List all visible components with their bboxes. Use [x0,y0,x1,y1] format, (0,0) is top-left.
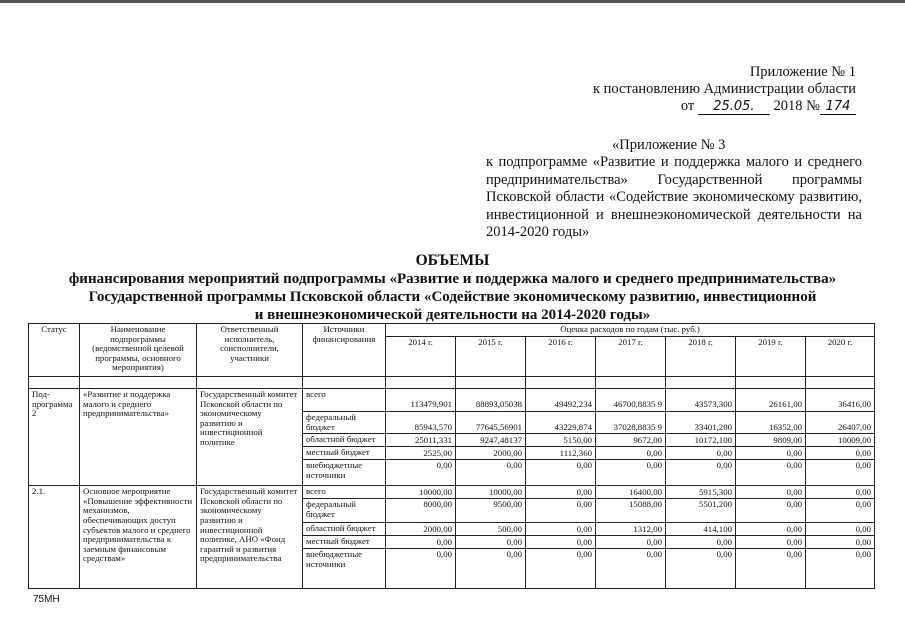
cell-value: 10009,00 [806,434,875,447]
appendix-3-body: к подпрограмме «Развитие и поддержка малого и среднего предпринимательства» Государственной программы Псковской области «Содействие экономическому развитию, инвестиционной и внешнеэкономической деятельности на 2014-2020 годы» [486,154,862,240]
cell-value: 2000,00 [456,447,526,460]
cell-value: 16400,00 [596,486,666,499]
cell-value: 15088,00 [596,499,666,523]
cell-executor: Государственный комитет Псковской области по экономическому развитию и инвестиционной политике [197,389,303,486]
cell-value: 49492,234 [526,389,596,412]
cell-source: федеральный бюджет [303,412,386,434]
cell-value: 1112,360 [526,447,596,460]
cell-value: 10000,00 [456,486,526,499]
cell-value: 0,00 [386,549,456,589]
cell-value: 0,00 [456,549,526,589]
cell-value: 9500,00 [456,499,526,523]
cell-value: 0,00 [736,486,806,499]
header-year: 2014 г. [386,337,456,377]
cell-value: 0,00 [736,536,806,549]
appendix-1-decree-line: к постановлению Администрации области [592,81,856,97]
cell-value: 1312,00 [596,523,666,536]
cell-source: местный бюджет [303,447,386,460]
header-name: Наименование подпрограммы (ведомственной целевой программы, основного мероприятия) [80,324,197,377]
cell-source: областной бюджет [303,523,386,536]
footer-code: 75МН [33,594,60,605]
cell-value: 0,00 [806,549,875,589]
cell-value: 9809,00 [736,434,806,447]
cell-value: 88893,05038 [456,389,526,412]
cell-source: федеральный бюджет [303,499,386,523]
cell-value: 25011,331 [386,434,456,447]
cell-source: областной бюджет [303,434,386,447]
cell-value: 77645,56901 [456,412,526,434]
header-source: Источники финансирования [303,324,386,377]
document-title-line-1: финансирования мероприятий подпрограммы «Развитие и поддержка малого и среднего предпринимательства» [68,271,837,287]
cell-value: 2000,00 [386,523,456,536]
cell-name: «Развитие и поддержка малого и среднего предпринимательства» [80,389,197,486]
year-number-label: 2018 № [773,98,820,114]
header-executor: Ответственный исполнитель, соисполнители, участники [197,324,303,377]
cell-status: Под-программа 2 [29,389,80,486]
cell-value: 9247,48137 [456,434,526,447]
table-spacer-row [29,377,875,389]
appendix-3-title: «Приложение № 3 [612,137,726,153]
cell-value: 0,00 [806,536,875,549]
cell-value: 33401,200 [666,412,736,434]
cell-value: 0,00 [526,523,596,536]
cell-value: 0,00 [736,523,806,536]
cell-value: 113479,901 [386,389,456,412]
handwritten-date: 25.05. [698,100,770,115]
cell-value: 85943,570 [386,412,456,434]
cell-value: 0,00 [806,486,875,499]
cell-source: всего [303,389,386,412]
cell-value: 0,00 [736,460,806,486]
cell-source: внебюджетные источники [303,460,386,486]
cell-value: 8000,00 [386,499,456,523]
cell-source: внебюджетные источники [303,549,386,589]
header-year: 2019 г. [736,337,806,377]
cell-value: 0,00 [806,499,875,523]
cell-value: 0,00 [386,536,456,549]
cell-value: 414,100 [666,523,736,536]
cell-value: 10172,100 [666,434,736,447]
cell-value: 43229,874 [526,412,596,434]
header-year: 2015 г. [456,337,526,377]
header-year: 2016 г. [526,337,596,377]
appendix-1-title: Приложение № 1 [749,64,856,80]
cell-value: 0,00 [666,460,736,486]
document-title [0,252,905,324]
cell-value: 0,00 [526,536,596,549]
appendix-1-header [556,64,856,115]
header-year: 2017 г. [596,337,666,377]
handwritten-number: 174 [820,100,856,115]
cell-value: 0,00 [526,486,596,499]
cell-value: 43573,300 [666,389,736,412]
cell-value: 0,00 [806,460,875,486]
cell-executor: Государственный комитет Псковской области по экономическому развитию и инвестиционной политике, АНО «Фонд гарантий и развития предпринимательства [197,486,303,589]
date-prefix: от [680,98,695,114]
cell-value: 26407,00 [806,412,875,434]
financing-table [28,323,875,589]
cell-value: 0,00 [456,460,526,486]
document-title-main: ОБЪЕМЫ [415,252,490,269]
cell-value: 0,00 [806,447,875,460]
cell-value: 0,00 [666,447,736,460]
header-year: 2018 г. [666,337,736,377]
cell-source: всего [303,486,386,499]
cell-value: 0,00 [666,549,736,589]
cell-name: Основное мероприятие «Повышение эффективности механизмов, обеспечивающих доступ субъектов малого и среднего предпринимательства к заемным финансовым средствам» [80,486,197,589]
table-row [29,486,875,499]
cell-value: 0,00 [526,460,596,486]
cell-value: 0,00 [736,499,806,523]
cell-value: 0,00 [526,499,596,523]
cell-value: 0,00 [596,447,666,460]
cell-value: 0,00 [596,460,666,486]
cell-value: 5150,00 [526,434,596,447]
top-edge-rule [0,0,905,3]
cell-value: 26161,00 [736,389,806,412]
cell-value: 9672,00 [596,434,666,447]
cell-value: 0,00 [386,460,456,486]
cell-value: 0,00 [596,549,666,589]
header-year: 2020 г. [806,337,875,377]
cell-value: 16352,00 [736,412,806,434]
cell-value: 10000,00 [386,486,456,499]
cell-value: 0,00 [736,549,806,589]
cell-value: 0,00 [596,536,666,549]
cell-value: 0,00 [666,536,736,549]
cell-value: 5501,200 [666,499,736,523]
document-title-line-2: Государственной программы Псковской области «Содействие экономическому развитию, инвестиционной [88,289,817,305]
cell-value: 37028,8835 9 [596,412,666,434]
cell-value: 0,00 [526,549,596,589]
cell-value: 0,00 [456,536,526,549]
header-estimate: Оценка расходов по годам (тыс. руб.) [386,324,875,337]
cell-source: местный бюджет [303,536,386,549]
cell-value: 0,00 [806,523,875,536]
cell-value: 500,00 [456,523,526,536]
cell-value: 5915,300 [666,486,736,499]
table-row [29,389,875,412]
document-title-line-3: и внешнеэкономической деятельности на 2014-2020 годы» [254,307,651,323]
cell-value: 2525,00 [386,447,456,460]
header-status: Статус [29,324,80,377]
cell-value: 0,00 [736,447,806,460]
cell-value: 46700,8835 9 [596,389,666,412]
appendix-1-date-line [556,98,856,115]
cell-status: 2.1. [29,486,80,589]
cell-value: 36416,00 [806,389,875,412]
